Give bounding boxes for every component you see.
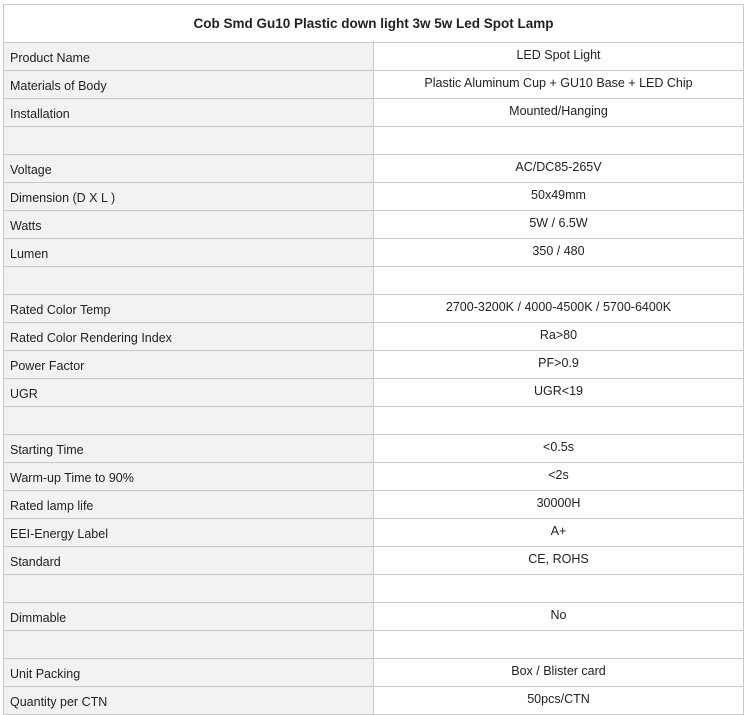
spec-value: 5W / 6.5W xyxy=(374,211,744,239)
spec-value: 50x49mm xyxy=(374,183,744,211)
spec-row xyxy=(4,435,744,463)
spacer-row xyxy=(4,631,744,659)
spec-label: EEI-Energy Label xyxy=(4,519,374,547)
spec-label xyxy=(4,631,374,659)
spec-label xyxy=(4,127,374,155)
spec-table xyxy=(3,4,744,715)
spec-row xyxy=(4,183,744,211)
spec-value: 2700-3200K / 4000-4500K / 5700-6400K xyxy=(374,295,744,323)
spec-value: 50pcs/CTN xyxy=(374,687,744,715)
spec-value: Plastic Aluminum Cup + GU10 Base + LED Chip xyxy=(374,71,744,99)
spec-row xyxy=(4,295,744,323)
spec-label: Installation xyxy=(4,99,374,127)
spec-value: Ra>80 xyxy=(374,323,744,351)
spec-row xyxy=(4,379,744,407)
spec-value: A+ xyxy=(374,519,744,547)
spec-label xyxy=(4,267,374,295)
spacer-row xyxy=(4,575,744,603)
spec-label: Starting Time xyxy=(4,435,374,463)
spec-row xyxy=(4,71,744,99)
spec-row xyxy=(4,43,744,71)
spec-row xyxy=(4,519,744,547)
spec-value: <2s xyxy=(374,463,744,491)
spec-value: Box / Blister card xyxy=(374,659,744,687)
spec-label: Rated lamp life xyxy=(4,491,374,519)
spec-label: Rated Color Rendering Index xyxy=(4,323,374,351)
spec-value: UGR<19 xyxy=(374,379,744,407)
spec-label: Lumen xyxy=(4,239,374,267)
spec-label: Dimension (D X L ) xyxy=(4,183,374,211)
spec-row xyxy=(4,603,744,631)
spec-label: Materials of Body xyxy=(4,71,374,99)
spec-label xyxy=(4,575,374,603)
spec-label: Watts xyxy=(4,211,374,239)
spec-label: Rated Color Temp xyxy=(4,295,374,323)
spec-value: No xyxy=(374,603,744,631)
spec-value xyxy=(374,127,744,155)
spec-row xyxy=(4,659,744,687)
table-title: Cob Smd Gu10 Plastic down light 3w 5w Led Spot Lamp xyxy=(4,5,744,43)
spec-row xyxy=(4,155,744,183)
spec-row xyxy=(4,323,744,351)
spacer-row xyxy=(4,407,744,435)
spec-label: Quantity per CTN xyxy=(4,687,374,715)
spec-value xyxy=(374,267,744,295)
spec-label: Dimmable xyxy=(4,603,374,631)
spec-value xyxy=(374,575,744,603)
spec-value: Mounted/Hanging xyxy=(374,99,744,127)
spec-label: Standard xyxy=(4,547,374,575)
spec-row xyxy=(4,239,744,267)
spacer-row xyxy=(4,127,744,155)
spec-value xyxy=(374,631,744,659)
spec-row xyxy=(4,687,744,715)
spec-value: 30000H xyxy=(374,491,744,519)
spec-row xyxy=(4,99,744,127)
spec-row xyxy=(4,211,744,239)
spec-label xyxy=(4,407,374,435)
spec-row xyxy=(4,547,744,575)
spec-value: 350 / 480 xyxy=(374,239,744,267)
spec-row xyxy=(4,351,744,379)
spec-row xyxy=(4,463,744,491)
spec-value xyxy=(374,407,744,435)
spec-label: Voltage xyxy=(4,155,374,183)
spec-value: <0.5s xyxy=(374,435,744,463)
spec-value: AC/DC85-265V xyxy=(374,155,744,183)
spec-label: Power Factor xyxy=(4,351,374,379)
title-row xyxy=(4,5,744,43)
spec-value: LED Spot Light xyxy=(374,43,744,71)
spec-value: PF>0.9 xyxy=(374,351,744,379)
spacer-row xyxy=(4,267,744,295)
spec-label: UGR xyxy=(4,379,374,407)
spec-row xyxy=(4,491,744,519)
spec-label: Unit Packing xyxy=(4,659,374,687)
spec-label: Product Name xyxy=(4,43,374,71)
spec-label: Warm-up Time to 90% xyxy=(4,463,374,491)
spec-value: CE, ROHS xyxy=(374,547,744,575)
spec-table-body xyxy=(4,5,744,715)
